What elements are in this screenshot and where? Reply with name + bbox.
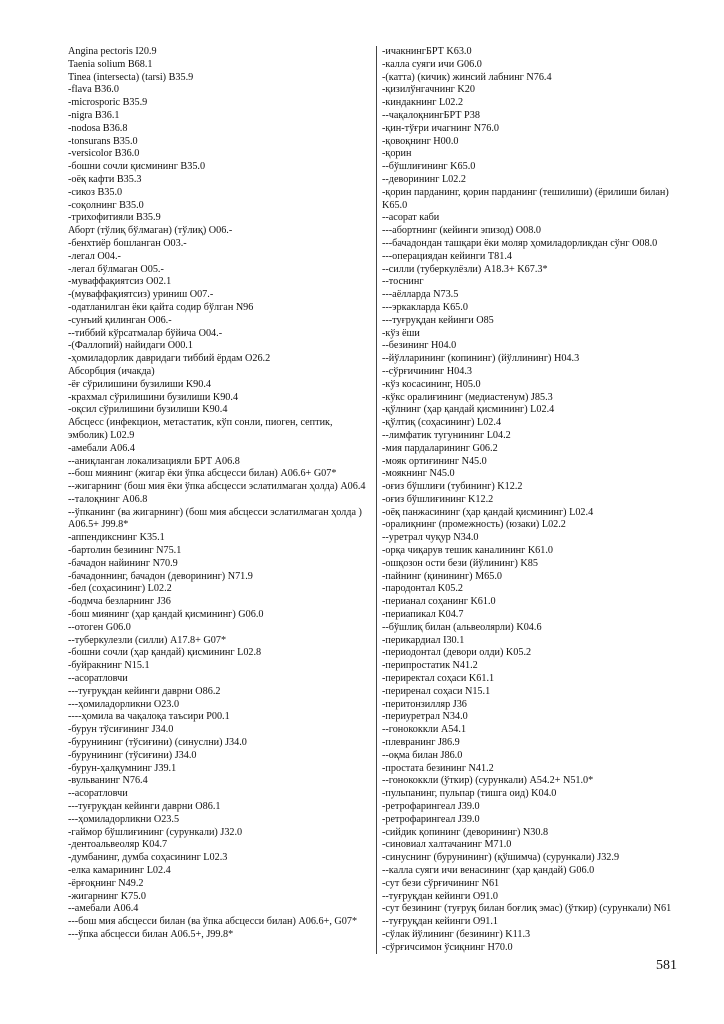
index-entry: --тиббий кўрсатмалар бўйича O04.- bbox=[68, 327, 223, 339]
index-entry: -бош миянинг (ҳар қандай қисмининг) G06.0 bbox=[68, 609, 264, 621]
index-entry: -бодмча безларнинг J36 bbox=[68, 596, 171, 608]
index-entry: --асорат каби bbox=[382, 212, 440, 224]
index-entry: -пародонтал K05.2 bbox=[382, 583, 463, 595]
index-entry: -буйракнинг N15.1 bbox=[68, 660, 150, 672]
index-entry: ----ҳомила ва чақалоқа таъсири P00.1 bbox=[68, 711, 230, 723]
index-entry: ---туғруқдан кейинги даврни O86.2 bbox=[68, 685, 221, 697]
index-entry: --аниқланган локализацияли БРТ A06.8 bbox=[68, 455, 240, 467]
index-entry: --бўшлиғининг K65.0 bbox=[382, 161, 476, 173]
index-entry: -крахмал сўрилишини бузилиши K90.4 bbox=[68, 391, 239, 403]
index-entry: -синовиал халтачанинг M71.0 bbox=[382, 839, 512, 851]
index-entry: --жигарнинг (бош мия ёки ўпка абсцесси эслатилмаган ҳолда) A06.4 bbox=[68, 481, 366, 493]
index-entry: -перитонзилляр J36 bbox=[382, 698, 467, 710]
index-entry: -оёқ панжасининг (ҳар қандай қисмининг) L02.4 bbox=[382, 506, 594, 518]
index-entry: --бўшлиқ билан (альвеолярли) K04.6 bbox=[382, 621, 542, 633]
index-entry: -оғиз бўшлиғи (тубининг) K12.2 bbox=[382, 481, 523, 493]
index-entry: -versicolor B36.0 bbox=[68, 148, 140, 160]
index-entry: -легал бўлмаган O05.- bbox=[68, 263, 164, 275]
index-entry: -сут бези сўрғичининг N61 bbox=[382, 877, 500, 889]
index-entry: -бел (соҳасининг) L02.2 bbox=[68, 583, 172, 595]
index-entry: -сўрғичсимон ўсиқнинг H70.0 bbox=[382, 941, 513, 953]
index-entry: -периуретрал N34.0 bbox=[382, 711, 468, 723]
index-entry: ---туғруқдан кейинги O85 bbox=[382, 314, 494, 326]
index-entry: -периренал соҳаси N15.1 bbox=[382, 685, 491, 697]
index-entry: -оралиқнинг (промежность) (юзаки) L02.2 bbox=[382, 519, 566, 531]
index-entry: -киндакнинг L02.2 bbox=[382, 97, 464, 109]
index-entry: -қизилўнгачнинг K20 bbox=[382, 84, 475, 96]
index-entry: --тоснинг bbox=[382, 276, 424, 288]
index-entry: -бурун тўсиғининг J34.0 bbox=[68, 724, 174, 736]
index-entry: -кўкс оралиғининг (медиастенум) J85.3 bbox=[382, 391, 553, 403]
index-entry: -қовоқнинг H00.0 bbox=[382, 135, 459, 147]
index-entry: -одатланилган ёки қайта содир бўлган N96 bbox=[68, 301, 254, 313]
index-entry: Angina pectoris I20.9 bbox=[68, 46, 157, 57]
index-entry: -периректал соҳаси K61.1 bbox=[382, 673, 495, 685]
index-entry: -ёрғоқнинг N49.2 bbox=[68, 877, 144, 889]
index-entry: -мояк ортиғининг N45.0 bbox=[382, 455, 487, 467]
index-entry: -периодонтал (девори олди) K05.2 bbox=[382, 647, 532, 659]
index-entry: -ичакнингБРТ K63.0 bbox=[382, 46, 472, 57]
index-entry: -калла суяги ичи G06.0 bbox=[382, 58, 482, 70]
index-entry: -қин-тўғри ичагнинг N76.0 bbox=[382, 122, 499, 134]
index-entry: --безининг H04.0 bbox=[382, 340, 457, 352]
index-entry: -пульпанинг, пульпар (тишга оид) K04.0 bbox=[382, 788, 557, 800]
index-entry: -перипростатик N41.2 bbox=[382, 660, 478, 672]
index-entry: --лимфатик тугунининг L04.2 bbox=[382, 429, 511, 441]
right-index-column bbox=[382, 46, 682, 955]
index-entry: -(муваффақиятсиз) уриниш O07.- bbox=[68, 289, 214, 301]
index-entry: -оғиз бўшлиғининг K12.2 bbox=[382, 493, 494, 505]
index-entry: -вульванинг N76.4 bbox=[68, 775, 148, 787]
index-entry: -сут безининг (туғруқ билан боғлиқ эмас) (ўткир) (сурункали) N61 bbox=[382, 903, 672, 915]
index-entry: -бурунининг (тўсиғини) (синуслни) J34.0 bbox=[68, 737, 247, 749]
index-entry: ---ҳомиладорликни O23.5 bbox=[68, 813, 180, 825]
index-entry: --йўлларининг (копининг) (йўллининг) H04.3 bbox=[382, 353, 580, 365]
index-entry: -пайнинг (қинининг) M65.0 bbox=[382, 570, 502, 582]
index-entry: ---аёлларда N73.5 bbox=[382, 289, 459, 301]
index-entry: -(катта) (кичик) жинсий лабнинг N76.4 bbox=[382, 71, 552, 83]
index-entry: --отоген G06.0 bbox=[68, 621, 131, 633]
index-entry: --туберкулезли (силли) A17.8+ G07* bbox=[68, 634, 227, 646]
index-entry: -трихофитияли B35.9 bbox=[68, 212, 161, 224]
index-entry: -легал O04.- bbox=[68, 250, 121, 262]
index-entry: Аборт (тўлиқ бўлмаган) (тўлиқ) O06.- bbox=[68, 225, 233, 237]
index-entry: -қорин парданинг, қорин парданинг (тешилиши) (ёрилиши билан) K65.0 bbox=[382, 186, 669, 211]
index-entry: ---абортнинг (кейинги эпизод) O08.0 bbox=[382, 225, 541, 237]
index-entry: -ёғ сўрилишини бузилиши K90.4 bbox=[68, 378, 212, 390]
index-entry: -оёқ кафти B35.3 bbox=[68, 173, 142, 185]
index-entry: Абсцесс (инфекцион, метастатик, кўп сонли, пиоген, септик, эмболик) L02.9 bbox=[68, 417, 333, 441]
index-entry: --асоратловчи bbox=[68, 788, 128, 800]
index-entry: -аппендикснинг K35.1 bbox=[68, 532, 165, 544]
index-entry: -плевранинг J86.9 bbox=[382, 737, 460, 749]
index-entry: -бурун-ҳалқумнинг J39.1 bbox=[68, 762, 177, 774]
index-entry: ---ўпка абсцесси билан A06.5+, J99.8* bbox=[68, 928, 234, 940]
index-entry: -орқа чиқарув тешик каналининг K61.0 bbox=[382, 545, 554, 557]
index-entry: --асоратловчи bbox=[68, 673, 128, 685]
index-entry: --гонококкли (ўткир) (сурункали) A54.2+ N51.0* bbox=[382, 775, 594, 787]
index-entry: -бачадоннинг, бачадон (деворининг) N71.9 bbox=[68, 570, 253, 582]
index-entry: -tonsurans B35.0 bbox=[68, 135, 138, 147]
index-entry: -периапикал K04.7 bbox=[382, 609, 464, 621]
index-entry: -синуснинг (бурунининг) (қўшимча) (сурункали) J32.9 bbox=[382, 852, 620, 864]
index-entry: ---операциядан кейинги T81.4 bbox=[382, 250, 512, 262]
index-entry: -nigra B36.1 bbox=[68, 109, 120, 121]
index-entry: -қорин bbox=[382, 148, 412, 160]
index-entry: -сўлак йўлининг (безининг) K11.3 bbox=[382, 928, 531, 940]
page-number: 581 bbox=[656, 958, 677, 973]
index-entry: -бурунининг (тўсиғини) J34.0 bbox=[68, 749, 197, 761]
index-entry: -ошқозон ости бези (йўлининг) K85 bbox=[382, 557, 538, 569]
index-entry: --деворининг L02.2 bbox=[382, 173, 467, 185]
index-entry: -дентоальвеоляр K04.7 bbox=[68, 839, 168, 851]
index-entry: ---туғруқдан кейинги даврни O86.1 bbox=[68, 801, 221, 813]
index-entry: --ўпканинг (ва жигарнинг) (бош мия абсцесси эслатилмаган ҳолда ) A06.5+ J99.8* bbox=[68, 506, 362, 531]
index-entry: -бошни сочли қисмининг B35.0 bbox=[68, 161, 206, 173]
index-entry: Tinea (intersecta) (tarsi) B35.9 bbox=[68, 71, 194, 83]
index-entry: ---бош мия абсцесси билан (ва ўпка абсцесси билан) A06.6+, G07* bbox=[68, 916, 358, 928]
index-entry: ---бачадондан ташқари ёки моляр ҳомиладорликдан сўнг O08.0 bbox=[382, 237, 658, 249]
index-entry: --амебали A06.4 bbox=[68, 903, 139, 915]
index-entry: --уретрал чуқур N34.0 bbox=[382, 532, 479, 544]
index-entry: -бошни сочли (ҳар қандай) қисмининг L02.8 bbox=[68, 647, 262, 659]
index-entry: -перикардиал I30.1 bbox=[382, 634, 465, 646]
index-entry: -қўлтиқ (соҳасининг) L02.4 bbox=[382, 417, 502, 429]
index-entry: --бош миянинг (жигар ёки ўпка абсцесси билан) A06.6+ G07* bbox=[68, 468, 337, 480]
index-entry: ---эркакларда K65.0 bbox=[382, 301, 468, 313]
index-entry: --калла суяги ичи венасининг (ҳар қандай) G06.0 bbox=[382, 865, 595, 876]
index-entry: -(Фаллопий) найидаги O00.1 bbox=[68, 340, 193, 352]
left-index-column bbox=[68, 46, 368, 942]
index-entry: --чақалоқнингБРТ P38 bbox=[382, 109, 480, 121]
index-entry: -сикоз B35.0 bbox=[68, 186, 123, 198]
index-entry: ---ҳомиладорликни O23.0 bbox=[68, 698, 180, 710]
index-entry: -ҳомиладорлик давридаги тиббий ёрдам O26.2 bbox=[68, 353, 271, 365]
index-entry: Абсорбция (ичакда) bbox=[68, 365, 155, 377]
index-entry: -қўлнинг (ҳар қандай қисмининг) L02.4 bbox=[382, 404, 555, 416]
index-entry: -елка камарининг L02.4 bbox=[68, 865, 171, 876]
index-entry: -амебали A06.4 bbox=[68, 442, 135, 454]
index-entry: --гонококкли A54.1 bbox=[382, 724, 467, 736]
index-entry: -мия пардаларининг G06.2 bbox=[382, 442, 498, 454]
index-entry: -ретрофарингеал J39.0 bbox=[382, 813, 480, 825]
column-divider bbox=[376, 46, 377, 954]
index-entry: -муваффақиятсиз O02.1 bbox=[68, 276, 172, 288]
index-entry: -кўз косасининг, H05.0 bbox=[382, 378, 481, 390]
index-entry: -думбанинг, думба соҳасининг L02.3 bbox=[68, 852, 228, 864]
index-entry: -сунъий қилинган O06.- bbox=[68, 314, 172, 326]
index-entry: -перианал соҳанинг K61.0 bbox=[382, 596, 496, 608]
index-entry: -бачадон найининг N70.9 bbox=[68, 557, 178, 569]
index-entry: --туғруқдан кейинги O91.1 bbox=[382, 916, 499, 928]
index-entry: -жигарнинг K75.0 bbox=[68, 890, 146, 902]
index-entry: -кўз ёши bbox=[382, 327, 420, 339]
index-entry: -соқолнинг B35.0 bbox=[68, 199, 144, 211]
index-entry: --туғруқдан кейинги O91.0 bbox=[382, 890, 499, 902]
index-entry: --силли (туберкулёзли) A18.3+ K67.3* bbox=[382, 263, 548, 275]
index-entry: -nodosa B36.8 bbox=[68, 122, 128, 134]
index-entry: -microsporic B35.9 bbox=[68, 97, 148, 109]
index-entry: Taenia solium B68.1 bbox=[68, 58, 153, 70]
index-entry: -flava B36.0 bbox=[68, 84, 119, 96]
index-entry: --сўрғичининг H04.3 bbox=[382, 365, 472, 377]
index-entry: -ретрофарингеал J39.0 bbox=[382, 801, 480, 813]
index-entry: -оқсил сўрилишини бузилиши K90.4 bbox=[68, 404, 228, 416]
index-entry: -сийдик қопининг (деворининг) N30.8 bbox=[382, 826, 549, 838]
index-entry: -бартолин безининг N75.1 bbox=[68, 545, 182, 557]
index-entry: --оқма билан J86.0 bbox=[382, 749, 463, 761]
index-entry: -гаймор бўшлиғининг (сурункали) J32.0 bbox=[68, 826, 243, 838]
index-entry: -моякнинг N45.0 bbox=[382, 468, 455, 480]
index-entry: -простата безининг N41.2 bbox=[382, 762, 494, 774]
index-entry: --талоқнинг A06.8 bbox=[68, 493, 148, 505]
index-entry: -бенхтиёр бошланган O03.- bbox=[68, 237, 187, 249]
